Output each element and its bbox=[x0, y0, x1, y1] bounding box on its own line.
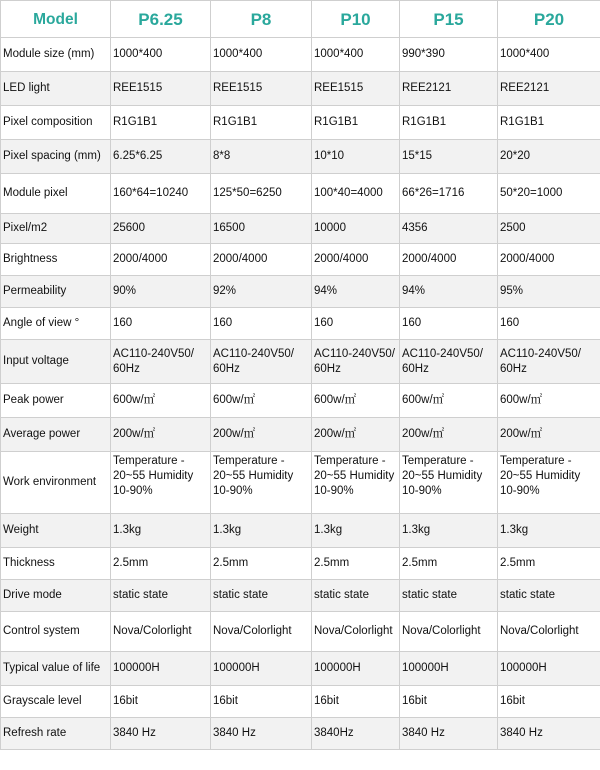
table-cell: REE2121 bbox=[400, 72, 498, 106]
table-cell: Temperature - 20~55 Humidity 10-90% bbox=[111, 452, 211, 514]
table-cell: 15*15 bbox=[400, 140, 498, 174]
table-row bbox=[1, 548, 600, 580]
table-cell: 125*50=6250 bbox=[211, 174, 312, 214]
row-label: Average power bbox=[1, 418, 111, 452]
row-label: Brightness bbox=[1, 244, 111, 276]
row-label: Weight bbox=[1, 514, 111, 548]
header-model: Model bbox=[1, 1, 111, 38]
table-cell: 160*64=10240 bbox=[111, 174, 211, 214]
table-row bbox=[1, 72, 600, 106]
table-cell: Nova/Colorlight bbox=[400, 612, 498, 652]
table-cell: 200w/㎡ bbox=[211, 418, 312, 452]
table-cell: 600w/㎡ bbox=[211, 384, 312, 418]
table-cell: 600w/㎡ bbox=[111, 384, 211, 418]
table-cell: static state bbox=[211, 580, 312, 612]
table-cell: 2000/4000 bbox=[312, 244, 400, 276]
row-label: Module pixel bbox=[1, 174, 111, 214]
table-cell: 100000H bbox=[111, 652, 211, 686]
header-p20: P20 bbox=[498, 1, 600, 38]
table-cell: 600w/㎡ bbox=[400, 384, 498, 418]
header-p15: P15 bbox=[400, 1, 498, 38]
table-cell: 2000/4000 bbox=[400, 244, 498, 276]
table-cell: 1000*400 bbox=[498, 38, 600, 72]
spec-body bbox=[1, 38, 600, 750]
table-cell: 3840 Hz bbox=[400, 718, 498, 750]
table-cell: REE2121 bbox=[498, 72, 600, 106]
table-cell: 95% bbox=[498, 276, 600, 308]
table-cell: 100000H bbox=[400, 652, 498, 686]
table-cell: REE1515 bbox=[211, 72, 312, 106]
table-cell: 990*390 bbox=[400, 38, 498, 72]
table-cell: Nova/Colorlight bbox=[111, 612, 211, 652]
table-cell: 20*20 bbox=[498, 140, 600, 174]
table-cell: 3840Hz bbox=[312, 718, 400, 750]
table-cell: 16500 bbox=[211, 214, 312, 244]
table-cell: 1.3kg bbox=[111, 514, 211, 548]
table-row bbox=[1, 308, 600, 340]
table-cell: 100*40=4000 bbox=[312, 174, 400, 214]
table-cell: 92% bbox=[211, 276, 312, 308]
table-row bbox=[1, 244, 600, 276]
table-cell: Temperature - 20~55 Humidity 10-90% bbox=[211, 452, 312, 514]
table-cell: 200w/㎡ bbox=[400, 418, 498, 452]
row-label: Drive mode bbox=[1, 580, 111, 612]
table-cell: R1G1B1 bbox=[111, 106, 211, 140]
table-row bbox=[1, 276, 600, 308]
row-label: Pixel spacing (mm) bbox=[1, 140, 111, 174]
row-label: Module size (mm) bbox=[1, 38, 111, 72]
table-cell: 1.3kg bbox=[498, 514, 600, 548]
table-cell: 2.5mm bbox=[498, 548, 600, 580]
table-cell: 1000*400 bbox=[111, 38, 211, 72]
table-row bbox=[1, 514, 600, 548]
table-cell: Nova/Colorlight bbox=[312, 612, 400, 652]
table-row bbox=[1, 140, 600, 174]
table-cell: 100000H bbox=[312, 652, 400, 686]
table-cell: 90% bbox=[111, 276, 211, 308]
table-cell: 100000H bbox=[211, 652, 312, 686]
table-cell: static state bbox=[498, 580, 600, 612]
table-cell: 200w/㎡ bbox=[498, 418, 600, 452]
table-row bbox=[1, 580, 600, 612]
table-cell: 16bit bbox=[312, 686, 400, 718]
table-cell: 200w/㎡ bbox=[312, 418, 400, 452]
table-cell: 2000/4000 bbox=[498, 244, 600, 276]
table-cell: AC110-240V50/ 60Hz bbox=[312, 340, 400, 384]
table-cell: 10*10 bbox=[312, 140, 400, 174]
row-label: Grayscale level bbox=[1, 686, 111, 718]
table-cell: AC110-240V50/ 60Hz bbox=[211, 340, 312, 384]
table-row bbox=[1, 686, 600, 718]
table-cell: 1.3kg bbox=[312, 514, 400, 548]
table-cell: 94% bbox=[400, 276, 498, 308]
row-label: Input voltage bbox=[1, 340, 111, 384]
table-cell: Temperature - 20~55 Humidity 10-90% bbox=[312, 452, 400, 514]
table-cell: 160 bbox=[498, 308, 600, 340]
table-row bbox=[1, 612, 600, 652]
table-cell: 160 bbox=[111, 308, 211, 340]
table-row bbox=[1, 652, 600, 686]
table-cell: 160 bbox=[312, 308, 400, 340]
table-cell: Nova/Colorlight bbox=[211, 612, 312, 652]
table-row bbox=[1, 214, 600, 244]
row-label: Work environment bbox=[1, 452, 111, 514]
table-cell: 100000H bbox=[498, 652, 600, 686]
table-cell: 6.25*6.25 bbox=[111, 140, 211, 174]
table-cell: 3840 Hz bbox=[111, 718, 211, 750]
row-label: Pixel composition bbox=[1, 106, 111, 140]
table-cell: 200w/㎡ bbox=[111, 418, 211, 452]
table-cell: R1G1B1 bbox=[400, 106, 498, 140]
table-cell: 2.5mm bbox=[211, 548, 312, 580]
table-cell: 1000*400 bbox=[211, 38, 312, 72]
table-cell: 2.5mm bbox=[312, 548, 400, 580]
table-cell: 8*8 bbox=[211, 140, 312, 174]
row-label: Angle of view ° bbox=[1, 308, 111, 340]
table-cell: 16bit bbox=[400, 686, 498, 718]
table-row bbox=[1, 452, 600, 514]
row-label: Thickness bbox=[1, 548, 111, 580]
header-p8: P8 bbox=[211, 1, 312, 38]
header-p6-25: P6.25 bbox=[111, 1, 211, 38]
row-label: LED light bbox=[1, 72, 111, 106]
table-row bbox=[1, 340, 600, 384]
table-cell: 2000/4000 bbox=[111, 244, 211, 276]
table-cell: Temperature - 20~55 Humidity 10-90% bbox=[400, 452, 498, 514]
table-cell: 3840 Hz bbox=[498, 718, 600, 750]
table-cell: R1G1B1 bbox=[312, 106, 400, 140]
row-label: Typical value of life bbox=[1, 652, 111, 686]
table-cell: 1.3kg bbox=[400, 514, 498, 548]
table-row bbox=[1, 106, 600, 140]
table-cell: AC110-240V50/ 60Hz bbox=[111, 340, 211, 384]
row-label: Peak power bbox=[1, 384, 111, 418]
table-cell: R1G1B1 bbox=[498, 106, 600, 140]
row-label: Pixel/m2 bbox=[1, 214, 111, 244]
table-cell: 600w/㎡ bbox=[312, 384, 400, 418]
table-cell: 16bit bbox=[111, 686, 211, 718]
table-cell: 2.5mm bbox=[111, 548, 211, 580]
table-row bbox=[1, 418, 600, 452]
table-row bbox=[1, 38, 600, 72]
table-cell: 160 bbox=[400, 308, 498, 340]
table-cell: 2000/4000 bbox=[211, 244, 312, 276]
table-cell: 16bit bbox=[211, 686, 312, 718]
table-cell: Temperature - 20~55 Humidity 10-90% bbox=[498, 452, 600, 514]
table-cell: 25600 bbox=[111, 214, 211, 244]
table-cell: AC110-240V50/ 60Hz bbox=[498, 340, 600, 384]
table-row bbox=[1, 718, 600, 750]
table-cell: 3840 Hz bbox=[211, 718, 312, 750]
table-cell: 50*20=1000 bbox=[498, 174, 600, 214]
table-cell: static state bbox=[400, 580, 498, 612]
table-cell: 94% bbox=[312, 276, 400, 308]
table-cell: 4356 bbox=[400, 214, 498, 244]
table-cell: REE1515 bbox=[111, 72, 211, 106]
table-cell: Nova/Colorlight bbox=[498, 612, 600, 652]
row-label: Permeability bbox=[1, 276, 111, 308]
table-cell: static state bbox=[312, 580, 400, 612]
table-cell: 66*26=1716 bbox=[400, 174, 498, 214]
table-cell: 2500 bbox=[498, 214, 600, 244]
table-cell: 600w/㎡ bbox=[498, 384, 600, 418]
table-cell: 160 bbox=[211, 308, 312, 340]
table-cell: AC110-240V50/ 60Hz bbox=[400, 340, 498, 384]
table-row bbox=[1, 174, 600, 214]
header-row bbox=[1, 1, 600, 38]
header-p10: P10 bbox=[312, 1, 400, 38]
table-cell: 16bit bbox=[498, 686, 600, 718]
table-cell: R1G1B1 bbox=[211, 106, 312, 140]
table-row bbox=[1, 384, 600, 418]
table-cell: 2.5mm bbox=[400, 548, 498, 580]
table-cell: 10000 bbox=[312, 214, 400, 244]
row-label: Refresh rate bbox=[1, 718, 111, 750]
table-cell: REE1515 bbox=[312, 72, 400, 106]
table-cell: 1.3kg bbox=[211, 514, 312, 548]
table-cell: 1000*400 bbox=[312, 38, 400, 72]
table-cell: static state bbox=[111, 580, 211, 612]
row-label: Control system bbox=[1, 612, 111, 652]
